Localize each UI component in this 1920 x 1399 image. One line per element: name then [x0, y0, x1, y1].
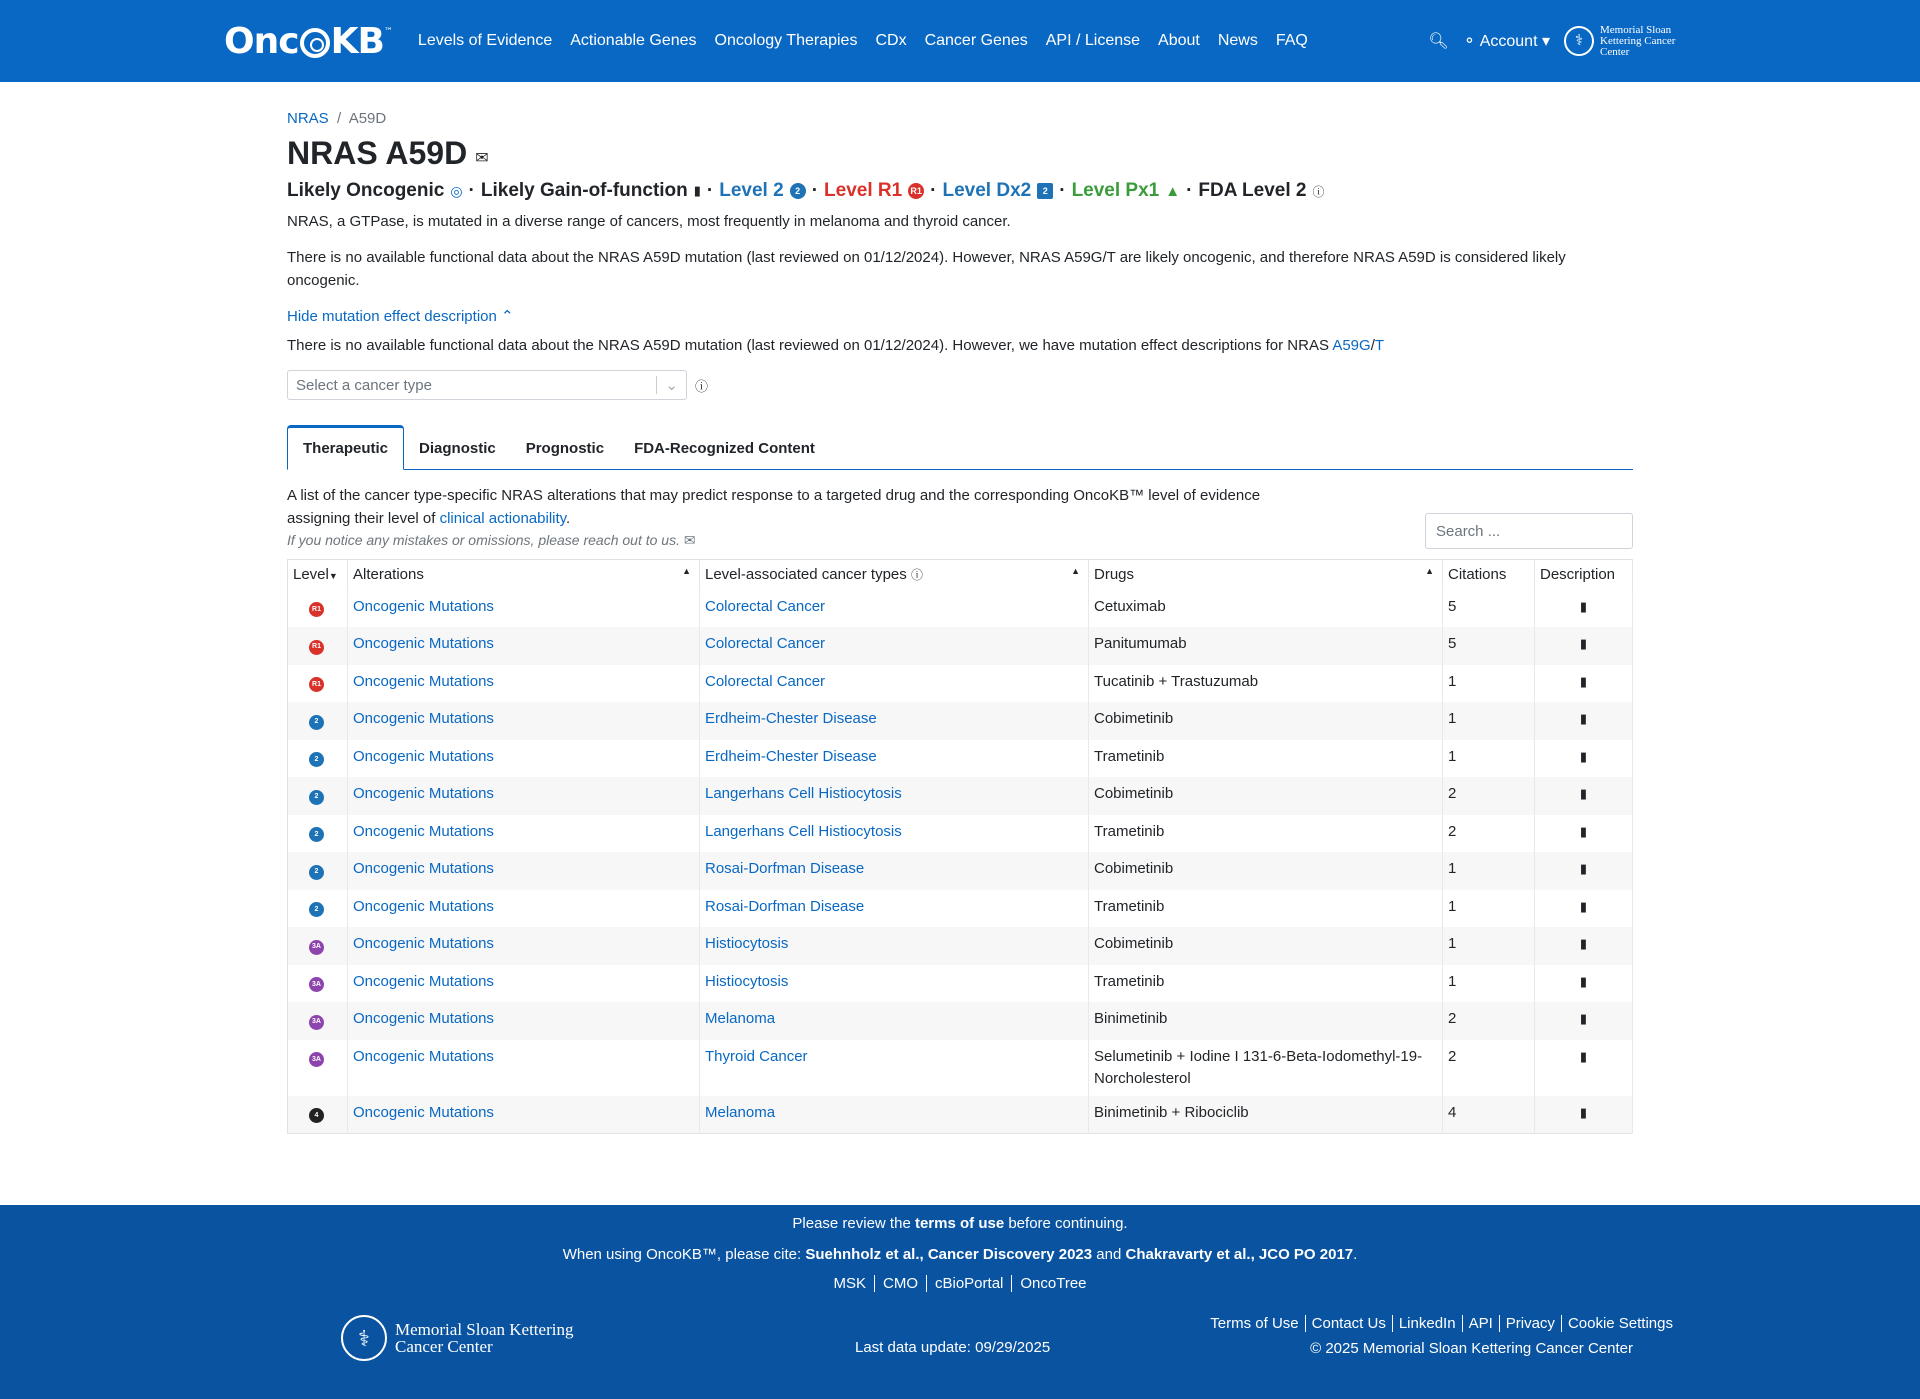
table-row [288, 890, 1633, 928]
tab-description-text: A list of the cancer type-specific NRAS alterations that may predict response to a targeted drug and the corresponding OncoKB™ level of evidence assigning their level of [287, 487, 1261, 527]
drug-cell: Binimetinib [1089, 1002, 1443, 1040]
feedback-note [287, 532, 1317, 549]
chevron-down-icon: ⌄ [656, 376, 678, 394]
cancer-type-cell [700, 890, 1089, 928]
level-badge-icon: R1 [309, 602, 324, 617]
cancer-type-link[interactable]: Histiocytosis [705, 935, 789, 952]
alteration-link[interactable]: Oncogenic Mutations [353, 935, 494, 952]
alteration-link[interactable]: Oncogenic Mutations [353, 747, 494, 765]
alteration-link[interactable]: Oncogenic Mutations [353, 822, 494, 840]
level-badge-icon: 3A [309, 940, 324, 955]
cancer-type-cell [700, 627, 1089, 665]
footer: Please review the terms of use before continuing. When using OncoKB™, please cite: Suehnholz et al., Cancer Discovery 2023 and Chakravarty et al., JCO PO 2017. MSK CMO cBioPortal OncoTree ⚕ Memorial Sloan Kettering Cancer Center Last data update: 09/29/2025 Terms of Use Contact Us LinkedIn API Privacy Cookie Settings © 2025 Memorial Sloan Kettering Cancer Center [0, 1205, 1920, 1399]
cancer-type-link[interactable]: Colorectal Cancer [705, 672, 826, 690]
col-level[interactable]: Level▼ [288, 560, 348, 590]
table-row [288, 702, 1633, 740]
drug-cell: Cobimetinib [1089, 777, 1443, 815]
book-icon[interactable]: ▮ [1579, 936, 1588, 951]
mail-icon[interactable]: ✉ [683, 532, 696, 548]
drug-cell: Trametinib [1089, 890, 1443, 928]
level-cell [288, 702, 348, 740]
cancer-type-link[interactable]: Rosai-Dorfman Disease [705, 860, 865, 877]
msk-emblem-icon: ⚕ [1564, 26, 1594, 56]
alteration-cell [348, 1002, 700, 1040]
mutation-effect-label: Likely Gain-of-function [480, 180, 688, 201]
footer-cite-and: and [1096, 1246, 1122, 1263]
table-row [288, 665, 1633, 703]
level-cell [288, 852, 348, 890]
table-row [288, 777, 1633, 815]
drug-cell: Cetuximab [1089, 590, 1443, 628]
level-cell [288, 890, 348, 928]
alteration-cell [348, 590, 700, 628]
sort-icon: ▲ [1071, 566, 1080, 576]
page-title [287, 135, 1633, 172]
table-row [288, 1002, 1633, 1040]
col-drugs[interactable] [1089, 560, 1443, 590]
nav-link-actionable-genes[interactable]: Actionable Genes [570, 32, 697, 49]
description-cell[interactable] [1535, 852, 1633, 890]
nav-link-cdx[interactable]: CDx [875, 32, 907, 49]
level-badge-icon: 2 [309, 902, 324, 917]
alteration-link[interactable]: Oncogenic Mutations [353, 897, 494, 915]
alteration-cell [348, 1040, 700, 1096]
account-label: Account [1479, 33, 1538, 50]
footer-review-pre: Please review the [792, 1215, 911, 1232]
alteration-link[interactable]: Oncogenic Mutations [353, 1010, 494, 1027]
table-row [288, 852, 1633, 890]
footer-link-oncotree[interactable]: OncoTree [1020, 1275, 1087, 1292]
level-cell [288, 627, 348, 665]
col-drugs-label: Drugs [1094, 566, 1135, 584]
therapeutic-table [287, 559, 1633, 1134]
nav-link-levels-of-evidence[interactable]: Levels of Evidence [417, 32, 553, 49]
level-px1-link[interactable]: Level Px1 [1071, 180, 1160, 201]
cancer-type-cell [700, 815, 1089, 853]
citations-cell[interactable]: 5 [1443, 590, 1535, 628]
level-badge-icon: R1 [309, 640, 324, 655]
cancer-type-select[interactable] [287, 370, 687, 400]
col-cancer-types[interactable] [700, 560, 1089, 590]
description-cell[interactable] [1535, 627, 1633, 665]
level-badge-icon: 3A [309, 977, 324, 992]
nav-links [418, 32, 1326, 50]
level-cell [288, 740, 348, 778]
level-cell [288, 927, 348, 965]
tab-diagnostic[interactable]: Diagnostic [419, 440, 496, 457]
cancer-type-cell [700, 1002, 1089, 1040]
alteration-cell [348, 890, 700, 928]
cancer-type-link[interactable]: Melanoma [705, 1103, 776, 1121]
t-link[interactable]: T [1374, 337, 1385, 354]
citations-cell[interactable]: 1 [1443, 927, 1535, 965]
col-citations[interactable]: Citations [1443, 560, 1535, 590]
info-icon[interactable]: ⓘ [1312, 184, 1325, 199]
alteration-link[interactable]: Oncogenic Mutations [353, 972, 494, 990]
drug-cell: Trametinib [1089, 740, 1443, 778]
description-cell[interactable] [1535, 1096, 1633, 1134]
level-cell [288, 815, 348, 853]
footer-review-post: before continuing. [1008, 1215, 1128, 1232]
cancer-type-link[interactable]: Langerhans Cell Histiocytosis [705, 785, 902, 802]
footer-msk-text: Memorial Sloan Kettering Cancer Center [395, 1320, 574, 1356]
citations-cell[interactable]: 1 [1443, 965, 1535, 1003]
citation-2-link[interactable]: Chakravarty et al., JCO PO 2017 [1125, 1246, 1354, 1263]
description-cell[interactable] [1535, 815, 1633, 853]
level-dx2-link[interactable]: Level Dx2 [942, 180, 1032, 201]
table-row [288, 965, 1633, 1003]
level-cell [288, 777, 348, 815]
cancer-type-link[interactable]: Erdheim-Chester Disease [705, 747, 877, 765]
citations-cell[interactable]: 2 [1443, 1040, 1535, 1096]
alteration-cell [348, 1096, 700, 1134]
page-title-text: NRAS A59D [287, 135, 468, 171]
book-icon[interactable]: ▮ [1579, 1011, 1588, 1026]
cancer-type-link[interactable]: Melanoma [705, 1010, 776, 1027]
book-icon[interactable]: ▮ [1579, 1048, 1588, 1064]
clinical-actionability-link[interactable]: clinical actionability [439, 510, 567, 527]
table-row [288, 740, 1633, 778]
level-cell [288, 1096, 348, 1134]
citations-cell[interactable]: 2 [1443, 815, 1535, 853]
footer-legal-links [1204, 1315, 1673, 1332]
cancer-type-cell [700, 927, 1089, 965]
breadcrumb: NRAS / A59D [287, 110, 387, 127]
level-badge-icon: 2 [309, 827, 324, 842]
book-icon[interactable]: ▮ [1579, 973, 1588, 989]
drug-cell: Binimetinib + Ribociclib [1089, 1096, 1443, 1134]
gene-summary: NRAS, a GTPase, is mutated in a diverse range of cancers, most frequently in melanoma and thyroid cancer. [287, 213, 1011, 230]
footer-partner-links [0, 1275, 1920, 1292]
feedback-note-text: If you notice any mistakes or omissions, please reach out to us. [287, 532, 680, 548]
alteration-link[interactable]: Oncogenic Mutations [353, 1103, 494, 1121]
drug-cell: Cobimetinib [1089, 852, 1443, 890]
msk-logo-text: Memorial Sloan Kettering Cancer Center [1600, 23, 1676, 58]
book-icon[interactable]: ▮ [1579, 673, 1588, 689]
mutation-effect-text: There is no available functional data about the NRAS A59D mutation (last reviewed on 01/12/2024). However, we have mutation effect descriptions for NRAS [287, 337, 1329, 354]
level-badge-icon: 2 [309, 790, 324, 805]
msk-emblem-icon: ⚕ [341, 1315, 387, 1361]
cancer-type-cell [700, 740, 1089, 778]
toggle-label: Hide mutation effect description [287, 308, 497, 325]
book-icon[interactable]: ▮ [1579, 786, 1588, 801]
drug-cell: Selumetinib + Iodine I 131-6-Beta-Iodomethyl-19-Norcholesterol [1089, 1040, 1443, 1096]
level-badge-icon: R1 [309, 677, 324, 692]
alteration-cell [348, 815, 700, 853]
msk-logo[interactable] [1564, 25, 1696, 58]
sort-icon: ▲ [1425, 566, 1434, 576]
tab-prognostic[interactable]: Prognostic [525, 440, 605, 457]
col-level-label: Level [293, 566, 329, 584]
citations-cell[interactable]: 1 [1443, 890, 1535, 928]
variant-summary: There is no available functional data about the NRAS A59D mutation (last reviewed on 01/12/2024). However, NRAS A59G/T are likely oncogenic, and therefore NRAS A59D is considered likely oncogenic. [287, 249, 1566, 289]
nav-link-news[interactable]: News [1217, 32, 1258, 49]
footer-api-link[interactable]: API [1463, 1315, 1500, 1332]
description-cell[interactable] [1535, 1040, 1633, 1096]
alteration-cell [348, 927, 700, 965]
citations-cell[interactable]: 2 [1443, 777, 1535, 815]
top-navbar [0, 0, 1920, 82]
book-icon[interactable]: ▮ [1579, 598, 1588, 614]
evidence-tabs [287, 424, 1633, 470]
cancer-type-link[interactable]: Colorectal Cancer [705, 635, 826, 652]
book-icon[interactable]: ▮ [1579, 711, 1588, 726]
citations-cell[interactable]: 1 [1443, 702, 1535, 740]
info-icon[interactable]: ⓘ [910, 568, 923, 583]
level-cell [288, 590, 348, 628]
cancer-type-cell [700, 1040, 1089, 1096]
description-cell[interactable] [1535, 965, 1633, 1003]
chevron-up-icon: ⌃ [501, 308, 514, 325]
citations-cell[interactable]: 1 [1443, 852, 1535, 890]
cancer-type-link[interactable]: Langerhans Cell Histiocytosis [705, 822, 902, 840]
nav-link-about[interactable]: About [1158, 32, 1200, 49]
footer-cookie-settings-link[interactable]: Cookie Settings [1567, 1315, 1673, 1332]
footer-link-cmo[interactable]: CMO [875, 1275, 927, 1292]
alteration-link[interactable]: Oncogenic Mutations [353, 635, 494, 652]
footer-link-msk[interactable]: MSK [825, 1275, 875, 1292]
drug-cell: Trametinib [1089, 815, 1443, 853]
nav-link-api-license[interactable]: API / License [1045, 32, 1141, 49]
book-icon: ▮ [693, 183, 701, 198]
terms-of-use-link[interactable]: terms of use [914, 1215, 1005, 1232]
level-badge-icon: 2 [309, 752, 324, 767]
cancer-type-cell [700, 590, 1089, 628]
level-cell [288, 665, 348, 703]
cancer-type-cell [700, 777, 1089, 815]
oncogenic-icon: ◎ [450, 182, 463, 199]
table-row [288, 815, 1633, 853]
footer-terms-link[interactable]: Terms of Use [1204, 1315, 1305, 1332]
cancer-type-cell [700, 702, 1089, 740]
book-icon[interactable]: ▮ [1579, 1104, 1588, 1120]
alteration-link[interactable]: Oncogenic Mutations [353, 710, 494, 727]
description-cell[interactable] [1535, 702, 1633, 740]
level-px1-icon: ▲ [1165, 182, 1181, 200]
cancer-type-cell [700, 852, 1089, 890]
alteration-link[interactable]: Oncogenic Mutations [353, 785, 494, 802]
level-r1-icon: R1 [908, 183, 924, 199]
oncogenicity-label: Likely Oncogenic [287, 180, 445, 201]
level-cell [288, 965, 348, 1003]
col-description[interactable]: Description [1535, 560, 1633, 590]
cancer-type-link[interactable]: Histiocytosis [705, 972, 789, 990]
book-icon[interactable]: ▮ [1579, 636, 1588, 651]
level-2-icon: 2 [790, 183, 806, 199]
book-icon[interactable]: ▮ [1579, 748, 1588, 764]
alteration-cell [348, 702, 700, 740]
oncokb-logo[interactable]: Onc KB ™ [224, 20, 392, 62]
book-icon[interactable]: ▮ [1579, 861, 1588, 876]
tab-description: A list of the cancer type-specific NRAS alterations that may predict response to a targeted drug and the corresponding OncoKB™ level of evidence assigning their level of clinical actionability. [287, 487, 1261, 527]
drug-cell: Tucatinib + Trastuzumab [1089, 665, 1443, 703]
col-cancer-types-label: Level-associated cancer types [705, 566, 907, 584]
description-cell[interactable] [1535, 740, 1633, 778]
alteration-cell [348, 740, 700, 778]
table-row [288, 1040, 1633, 1096]
mail-icon[interactable]: ✉ [475, 149, 489, 167]
table-row [288, 927, 1633, 965]
col-alterations[interactable] [348, 560, 700, 590]
footer-contact-link[interactable]: Contact Us [1306, 1315, 1393, 1332]
citations-cell[interactable]: 5 [1443, 627, 1535, 665]
account-menu[interactable]: ⚬ Account ▾ [1462, 33, 1550, 50]
col-alterations-label: Alterations [353, 566, 424, 584]
description-cell[interactable] [1535, 890, 1633, 928]
alteration-cell [348, 852, 700, 890]
citation-1-link[interactable]: Suehnholz et al., Cancer Discovery 2023 [805, 1246, 1093, 1263]
alteration-cell [348, 665, 700, 703]
fda-level-label: FDA Level 2 [1198, 180, 1307, 201]
last-data-update: Last data update: 09/29/2025 [855, 1339, 1051, 1356]
footer-msk-logo[interactable] [341, 1315, 575, 1361]
description-cell[interactable] [1535, 927, 1633, 965]
toggle-mutation-effect-link[interactable] [287, 308, 514, 325]
info-icon[interactable]: ⓘ [695, 378, 709, 394]
a59g-link[interactable]: A59G [1332, 337, 1371, 354]
citations-cell[interactable]: 4 [1443, 1096, 1535, 1134]
nav-link-faq[interactable]: FAQ [1275, 32, 1308, 49]
level-badge-icon: 3A [309, 1015, 324, 1030]
alteration-cell [348, 777, 700, 815]
table-row [288, 590, 1633, 628]
citations-cell[interactable]: 1 [1443, 740, 1535, 778]
logo-ring-icon [300, 28, 330, 58]
cancer-type-cell [700, 965, 1089, 1003]
cancer-type-link[interactable]: Erdheim-Chester Disease [705, 710, 877, 727]
alteration-link[interactable]: Oncogenic Mutations [353, 672, 494, 690]
level-badge-icon: 2 [309, 865, 324, 880]
footer-linkedin-link[interactable]: LinkedIn [1393, 1315, 1463, 1332]
search-icon[interactable]: 🔍︎ [1428, 33, 1449, 50]
table-search-input[interactable]: Search ... [1425, 513, 1633, 549]
citations-cell[interactable]: 1 [1443, 665, 1535, 703]
level-2-link[interactable]: Level 2 [719, 180, 784, 201]
alteration-link[interactable]: Oncogenic Mutations [353, 860, 494, 877]
alteration-link[interactable]: Oncogenic Mutations [353, 1047, 494, 1065]
description-cell[interactable] [1535, 777, 1633, 815]
cancer-type-placeholder: Select a cancer type [296, 376, 432, 394]
drug-cell: Cobimetinib [1089, 927, 1443, 965]
cancer-type-link[interactable]: Rosai-Dorfman Disease [705, 897, 865, 915]
drug-cell: Trametinib [1089, 965, 1443, 1003]
alteration-link[interactable]: Oncogenic Mutations [353, 597, 494, 615]
book-icon[interactable]: ▮ [1579, 823, 1588, 839]
level-dx2-icon: 2 [1037, 183, 1053, 199]
table-row [288, 627, 1633, 665]
footer-cite-pre: When using OncoKB™, please cite: [562, 1246, 802, 1263]
nav-link-oncology-therapies[interactable]: Oncology Therapies [714, 32, 858, 49]
description-cell[interactable] [1535, 1002, 1633, 1040]
level-badge-icon: 3A [309, 1052, 324, 1067]
level-cell [288, 1002, 348, 1040]
cancer-type-cell [700, 1096, 1089, 1134]
mutation-effect-description: There is no available functional data about the NRAS A59D mutation (last reviewed on 01/12/2024). However, we have mutation effect descriptions for NRAS A59G/T [287, 337, 1385, 354]
alteration-cell [348, 965, 700, 1003]
tab-therapeutic[interactable]: Therapeutic [287, 425, 404, 470]
cancer-type-link[interactable]: Colorectal Cancer [705, 597, 826, 615]
level-r1-link[interactable]: Level R1 [824, 180, 903, 201]
cancer-type-link[interactable]: Thyroid Cancer [705, 1047, 808, 1065]
table-row [288, 1096, 1633, 1134]
level-badge-icon: 4 [309, 1108, 324, 1123]
alteration-cell [348, 627, 700, 665]
drug-cell: Panitumumab [1089, 627, 1443, 665]
copyright: © 2025 Memorial Sloan Kettering Cancer Center [1310, 1340, 1633, 1357]
description-cell[interactable] [1535, 665, 1633, 703]
variant-summary-levels: Likely Oncogenic ◎ · Likely Gain-of-function ▮ · Level 2 2 · Level R1 R1 · Level Dx2 2 · Level Px1 ▲ · FDA Level 2 ⓘ [287, 180, 1325, 201]
level-cell [288, 1040, 348, 1096]
sort-icon: ▲ [682, 566, 691, 576]
breadcrumb-variant: A59D [348, 110, 387, 127]
breadcrumb-gene[interactable]: NRAS [287, 110, 329, 127]
citations-cell[interactable]: 2 [1443, 1002, 1535, 1040]
cancer-type-cell [700, 665, 1089, 703]
drug-cell: Cobimetinib [1089, 702, 1443, 740]
tab-fda-recognized[interactable]: FDA-Recognized Content [634, 440, 815, 457]
nav-link-cancer-genes[interactable]: Cancer Genes [924, 32, 1028, 49]
footer-link-cbioportal[interactable]: cBioPortal [927, 1275, 1012, 1292]
description-cell[interactable] [1535, 590, 1633, 628]
level-badge-icon: 2 [309, 715, 324, 730]
book-icon[interactable]: ▮ [1579, 898, 1588, 914]
footer-privacy-link[interactable]: Privacy [1500, 1315, 1562, 1332]
